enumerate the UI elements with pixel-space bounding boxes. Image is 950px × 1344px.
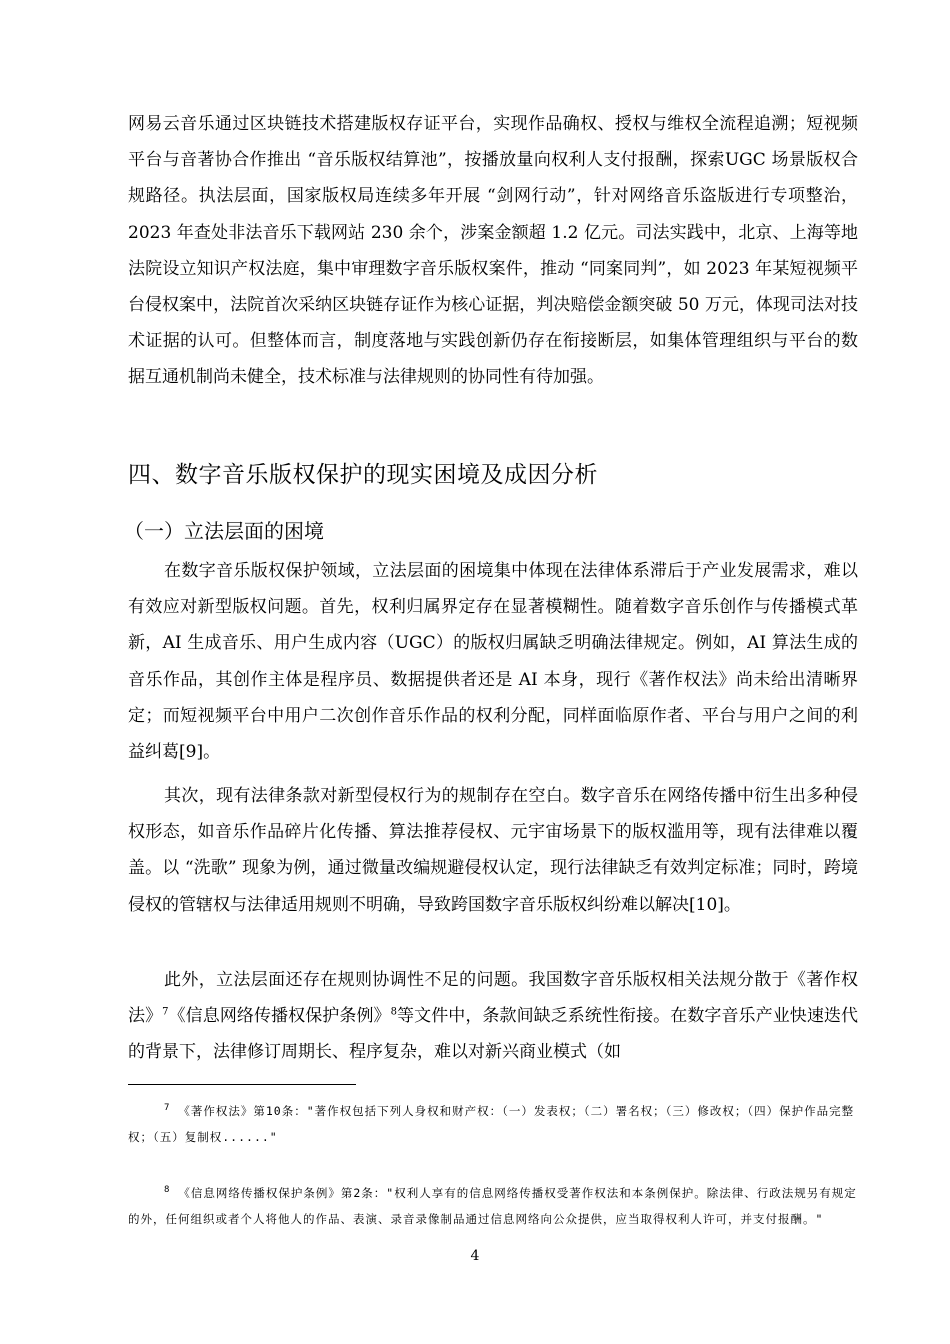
footnote-8 xyxy=(128,1180,858,1232)
footnote-7-mark: 7 xyxy=(164,1103,171,1114)
paragraph-coordination-text-3: 等文件中，条款间缺乏系统性衔接。在数字音乐产业快速迭代的背景下，法律修订周期长、程序复杂，难以对新兴商业模式（如 xyxy=(128,1006,859,1063)
paragraph-coordination-text-1: 此外，立法层面还存在规则协调性不足的问题。我国数字音乐版权相关法规分散于《著作权法》 xyxy=(128,970,858,1027)
footnote-ref-8[interactable]: 8 xyxy=(390,1006,397,1018)
subsection-heading: （一）立法层面的困境 xyxy=(124,519,324,543)
paragraph-coordination-text-2: 《信息网络传播权保护条例》 xyxy=(168,1006,391,1027)
paragraph-ownership: 在数字音乐版权保护领域，立法层面的困境集中体现在法律体系滞后于产业发展需求，难以有效应对新型版权问题。首先，权利归属界定存在显著模糊性。随着数字音乐创作与传播模式革新，AI 生成音乐、用户生成内容（UGC）的版权归属缺乏明确法律规定。例如，AI 算法生成的音乐作品，其创作主体是程序员、数据提供者还是 AI 本身，现行《著作权法》尚未给出清晰界定；而短视频平台中用户二次创作音乐作品的权利分配，同样面临原作者、平台与用户之间的利益纠葛[9]。 xyxy=(128,561,858,763)
continuation-paragraph: 网易云音乐通过区块链技术搭建版权存证平台，实现作品确权、授权与维权全流程追溯；短视频平台与音著协合作推出 “音乐版权结算池”，按播放量向权利人支付报酬，探索UGC 场景版权合规路径。执法层面，国家版权局连续多年开展 “剑网行动”，针对网络音乐盗版进行专项整治，2023 年查处非法音乐下载网站 230 余个，涉案金额超 1.2 亿元。司法实践中，北京、上海等地法院设立知识产权法庭，集中审理数字音乐版权案件，推动 “同案同判”，如 2023 年某短视频平台侵权案中，法院首次采纳区块链存证作为核心证据，判决赔偿金额突破 50 万元，体现司法对技术证据的认可。但整体而言，制度落地与实践创新仍存在衔接断层，如集体管理组织与平台的数据互通机制尚未健全，技术标准与法律规则的协同性有待加强。 xyxy=(128,114,858,388)
footnote-8-text: 《信息网络传播权保护条例》第2条："权利人享有的信息网络传播权受著作权法和本条例保护。除法律、行政法规另有规定的外，任何组织或者个人将他人的作品、表演、录音录像制品通过信息网络向公众提供，应当取得权利人许可，并支付报酬。" xyxy=(128,1186,857,1226)
paragraph-coordination xyxy=(128,962,858,1071)
footnote-separator xyxy=(128,1084,356,1085)
footnote-ref-7[interactable]: 7 xyxy=(162,1006,169,1018)
paragraph-infringement: 其次，现有法律条款对新型侵权行为的规制存在空白。数字音乐在网络传播中衍生出多种侵权形态，如音乐作品碎片化传播、算法推荐侵权、元宇宙场景下的版权滥用等，现有法律难以覆盖。以 “洗歌” 现象为例，通过微量改编规避侵权认定，现行法律缺乏有效判定标准；同时，跨境侵权的管辖权与法律适用规则不明确，导致跨国数字音乐版权纠纷难以解决[10]。 xyxy=(128,786,858,915)
section-heading: 四、数字音乐版权保护的现实困境及成因分析 xyxy=(128,462,598,488)
page-number: 4 xyxy=(470,1248,480,1264)
footnote-7 xyxy=(128,1098,858,1150)
footnote-8-mark: 8 xyxy=(164,1185,171,1196)
footnote-7-text: 《著作权法》第10条："著作权包括下列人身权和财产权：（一）发表权；（二）署名权；（三）修改权；（四）保护作品完整权；（五）复制权......" xyxy=(128,1104,855,1144)
